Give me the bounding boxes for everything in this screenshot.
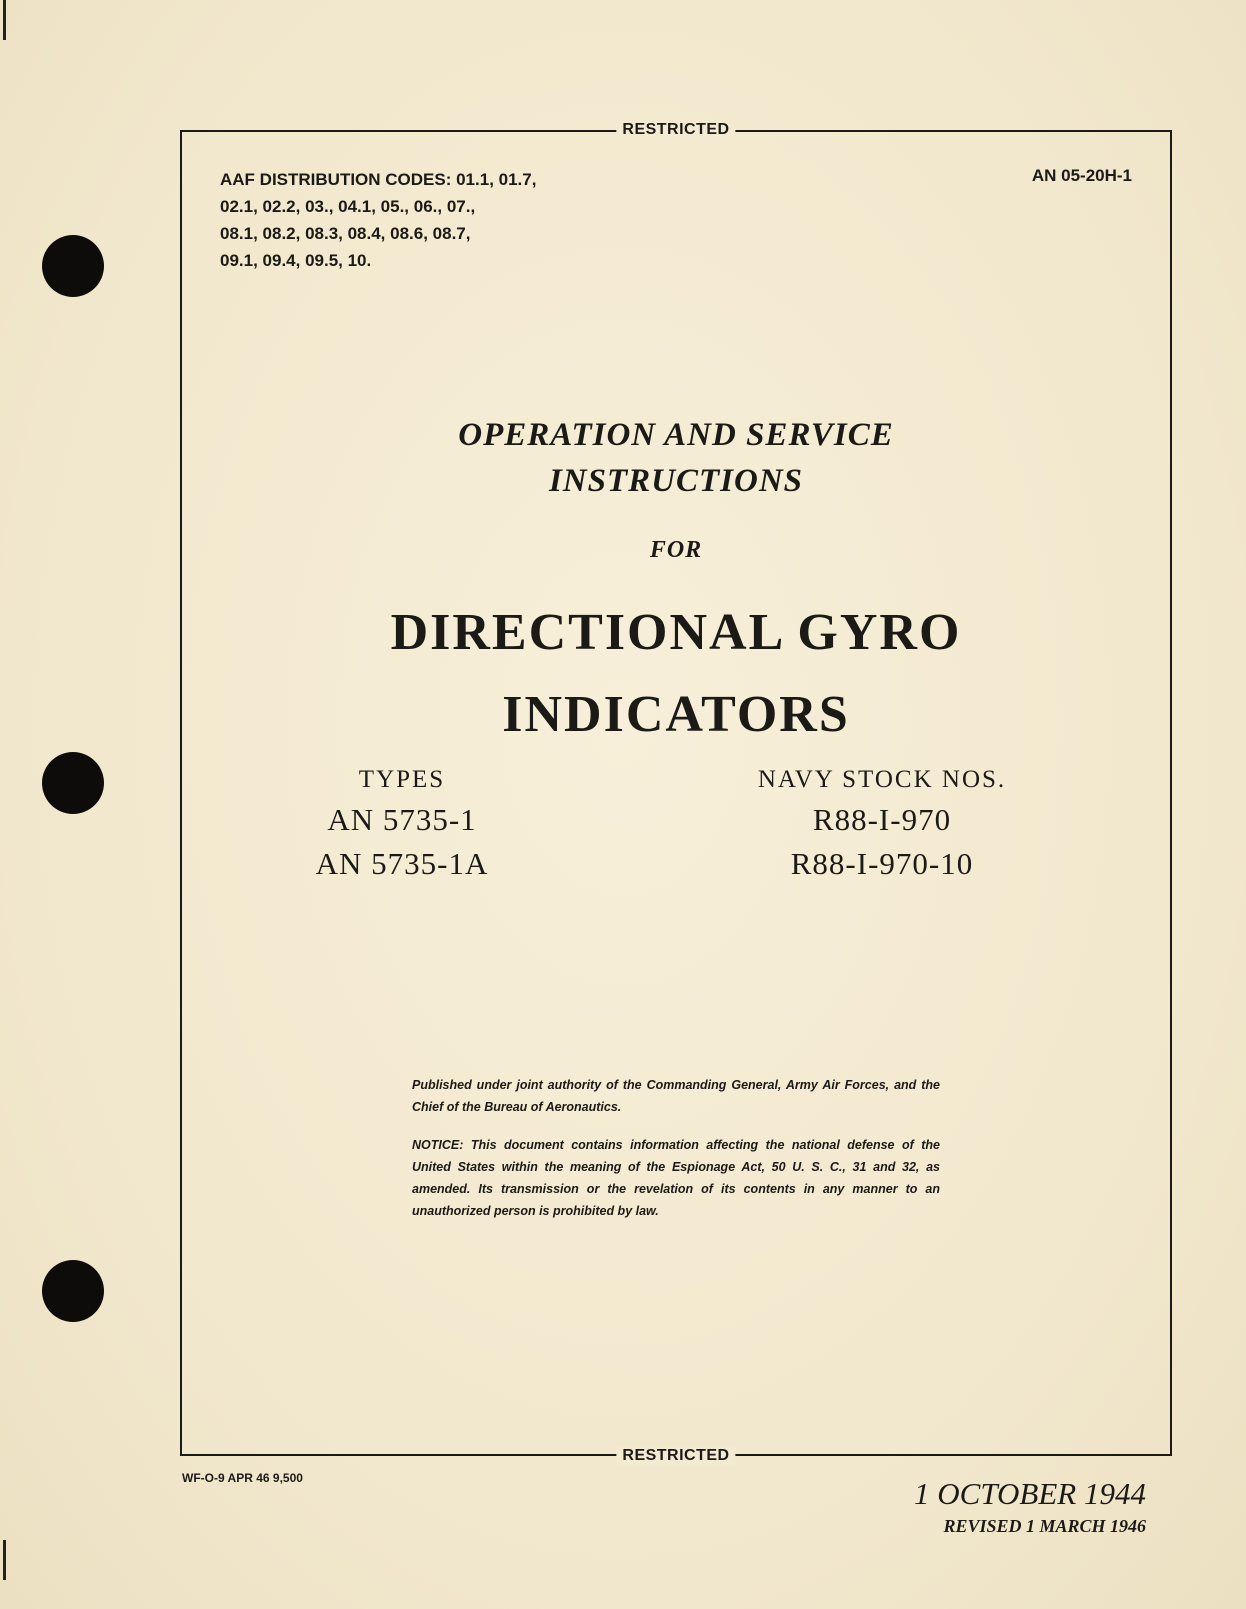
navy-stock-heading: NAVY STOCK NOS.: [757, 766, 1007, 793]
authority-statement: Published under joint authority of the Commanding General, Army Air Forces, and the Chief of the Bureau of Aeronautics.: [412, 1078, 940, 1114]
restricted-label-top: RESTRICTED: [616, 121, 735, 139]
distribution-codes: [220, 166, 536, 274]
main-title: [182, 592, 1170, 756]
main-title-line2: INDICATORS: [502, 686, 850, 743]
publication-date: [914, 1475, 1146, 1539]
main-title-line1: DIRECTIONAL GYRO: [390, 604, 962, 661]
edge-mark: [3, 0, 6, 40]
content-frame: [180, 121, 1172, 1464]
print-code: WF-O-9 APR 46 9,500: [182, 1471, 303, 1485]
binder-hole-top: [42, 235, 104, 297]
types-column: [262, 762, 542, 886]
types-heading: TYPES: [358, 766, 446, 793]
binder-hole-bottom: [42, 1260, 104, 1322]
navy-stock-column: [702, 762, 1062, 886]
type-item: AN 5735-1A: [315, 846, 489, 881]
restricted-label-bottom: RESTRICTED: [616, 1447, 735, 1465]
operation-title-line1: OPERATION AND SERVICE: [458, 417, 894, 453]
distribution-line: AAF DISTRIBUTION CODES: 01.1, 01.7,: [220, 170, 537, 189]
distribution-line: 08.1, 08.2, 08.3, 08.4, 08.6, 08.7,: [220, 224, 471, 243]
distribution-line: 02.1, 02.2, 03., 04.1, 05., 06., 07.,: [220, 197, 476, 216]
navy-stock-item: R88-I-970: [812, 802, 952, 837]
type-item: AN 5735-1: [327, 802, 477, 837]
document-number: AN 05-20H-1: [1031, 166, 1132, 185]
operation-title-line2: INSTRUCTIONS: [548, 463, 804, 499]
espionage-notice: NOTICE: This document contains information affecting the national defense of the United States within the meaning of the Espionage Act, 50 U. S. C., 31 and 32, as amended. Its transmission or the revelation of its contents in any manner to an unauthorized person is prohibited by law.: [412, 1138, 940, 1218]
revised-date: REVISED 1 MARCH 1946: [943, 1516, 1146, 1536]
operation-title: [182, 412, 1170, 504]
distribution-line: 09.1, 09.4, 09.5, 10.: [220, 251, 372, 270]
edge-mark: [3, 1540, 6, 1580]
original-date: 1 OCTOBER 1944: [914, 1476, 1146, 1511]
navy-stock-item: R88-I-970-10: [790, 846, 974, 881]
binder-hole-middle: [42, 752, 104, 814]
for-label: FOR: [649, 537, 703, 563]
